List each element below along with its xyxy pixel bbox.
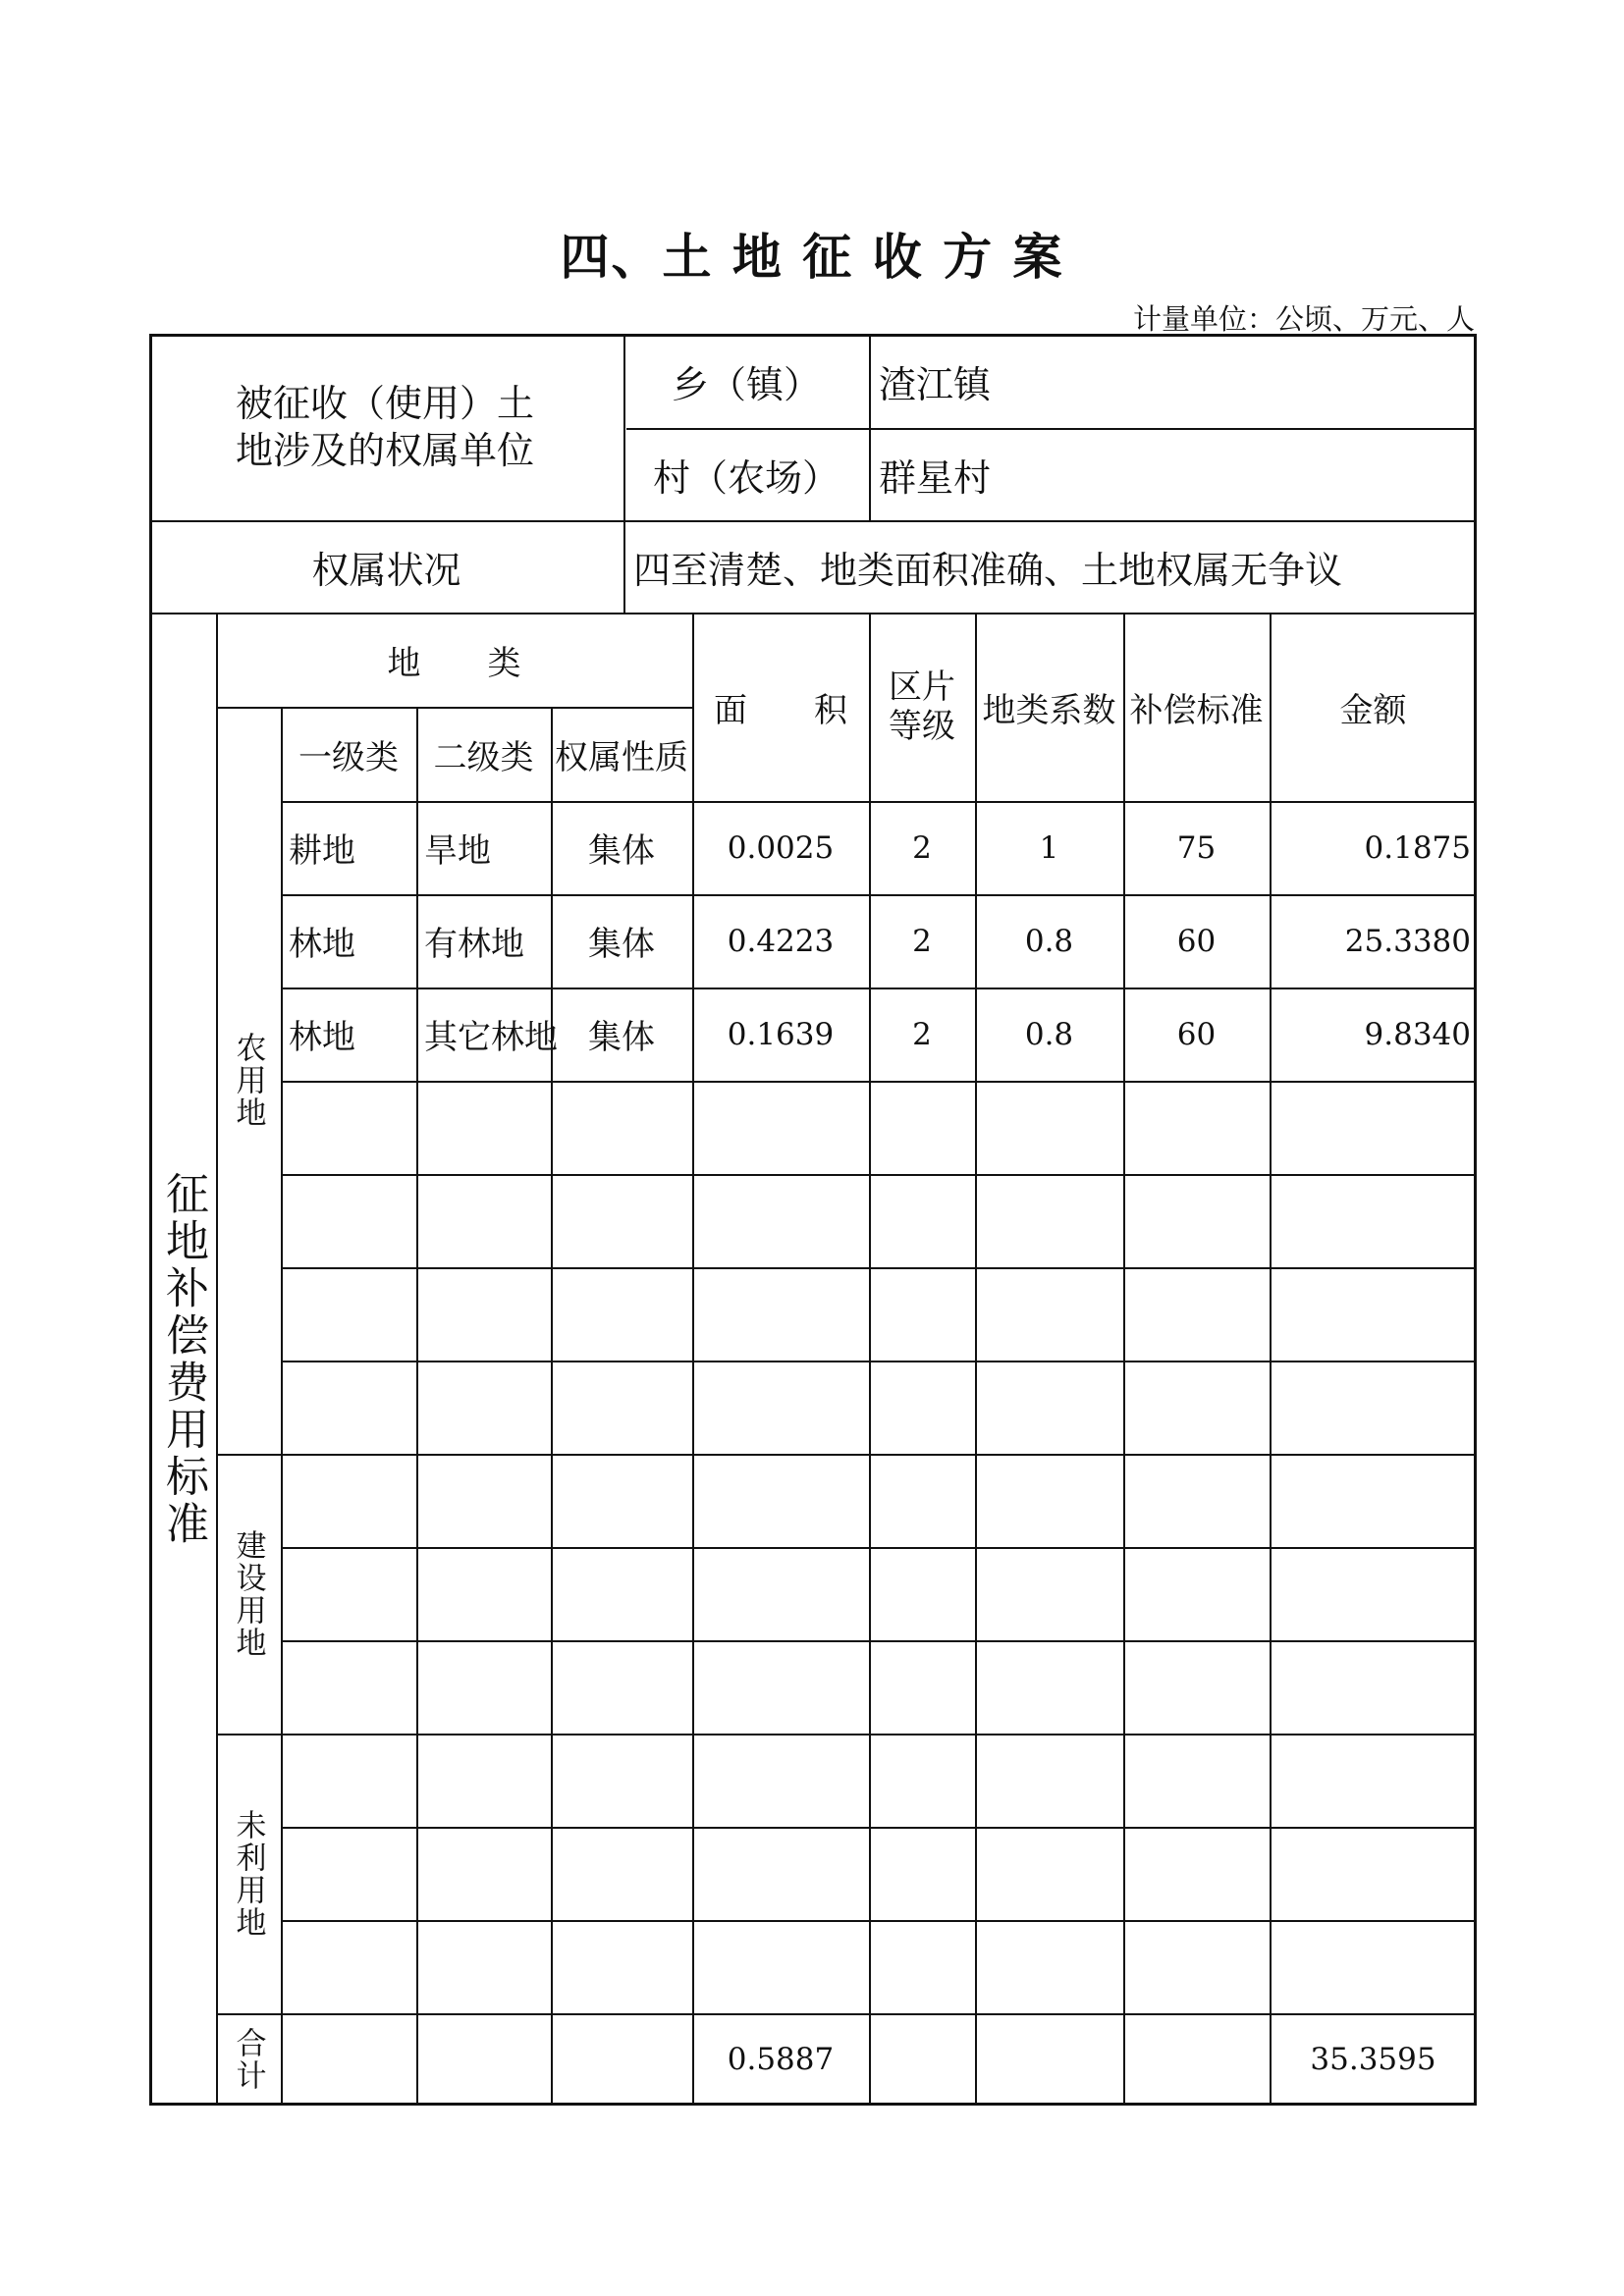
- row3-level1: 林地: [289, 1018, 355, 1057]
- township-value: 渣江镇: [879, 362, 992, 406]
- total-area: 0.5887: [727, 2042, 835, 2077]
- col-standard: 补偿标准: [1129, 690, 1264, 730]
- row3-nature: 集体: [588, 1018, 655, 1057]
- row3-level2: 其它林地: [424, 1018, 558, 1057]
- col-level2: 二级类: [433, 737, 534, 777]
- row2-amount: 25.3380: [1344, 923, 1471, 959]
- row2-level1: 林地: [289, 925, 355, 964]
- row2-level2: 有林地: [424, 925, 524, 964]
- row2-coef: 0.8: [1024, 923, 1074, 959]
- row2-grade: 2: [912, 923, 932, 959]
- group-construction: 建设用地: [230, 1528, 266, 1659]
- row3-grade: 2: [912, 1016, 932, 1052]
- compensation-section-label: 征地补偿费用标准: [158, 1170, 208, 1548]
- rule: [281, 1267, 1477, 1269]
- rule: [281, 1920, 1477, 1922]
- rule: [216, 1734, 1477, 1735]
- col-amount: 金额: [1339, 690, 1407, 730]
- col-level1: 一级类: [298, 737, 399, 777]
- row1-standard: 75: [1176, 829, 1217, 866]
- row2-area: 0.4223: [727, 923, 835, 959]
- township-label: 乡（镇）: [671, 362, 821, 406]
- row3-amount: 9.8340: [1364, 1016, 1471, 1052]
- ownership-status-label: 权属状况: [311, 548, 461, 592]
- row1-level1: 耕地: [289, 831, 355, 871]
- row1-area: 0.0025: [727, 829, 835, 866]
- document-title: 四、土 地 征 收 方 案: [560, 229, 1064, 286]
- col-area: 面 积: [714, 690, 847, 730]
- land-type-header: 地 类: [387, 643, 521, 683]
- village-label: 村（农场）: [652, 455, 839, 500]
- row1-nature: 集体: [588, 831, 655, 871]
- rule: [216, 1454, 1477, 1456]
- group-unused: 未利用地: [230, 1808, 266, 1939]
- row2-nature: 集体: [588, 925, 655, 964]
- group-agricultural: 农用地: [230, 1032, 266, 1129]
- ownership-status-value: 四至清楚、地类面积准确、土地权属无争议: [633, 548, 1343, 592]
- group-total: 合计: [230, 2027, 266, 2092]
- rule: [281, 1640, 1477, 1642]
- col-coefficient: 地类系数: [982, 690, 1116, 730]
- land-acquisition-table: [149, 334, 1477, 2106]
- row1-amount: 0.1875: [1364, 829, 1471, 866]
- row3-area: 0.1639: [727, 1016, 835, 1052]
- rule: [281, 1174, 1477, 1176]
- col-zone-grade: 区片等级: [889, 667, 955, 746]
- rule: [281, 1547, 1477, 1549]
- row1-coef: 1: [1039, 829, 1059, 866]
- rule: [281, 1827, 1477, 1829]
- row2-standard: 60: [1176, 923, 1217, 959]
- row3-standard: 60: [1176, 1016, 1217, 1052]
- row1-grade: 2: [912, 829, 932, 866]
- row1-level2: 旱地: [424, 831, 491, 871]
- row3-coef: 0.8: [1024, 1016, 1074, 1052]
- rule: [281, 1361, 1477, 1362]
- col-ownership-nature: 权属性质: [555, 737, 688, 777]
- unit-note: 计量单位：公顷、万元、人: [1132, 302, 1475, 336]
- village-value: 群星村: [879, 455, 992, 500]
- rule: [281, 1081, 1477, 1083]
- ownership-unit-label: 被征收（使用）土地涉及的权属单位: [235, 382, 534, 472]
- total-amount: 35.3595: [1310, 2042, 1436, 2077]
